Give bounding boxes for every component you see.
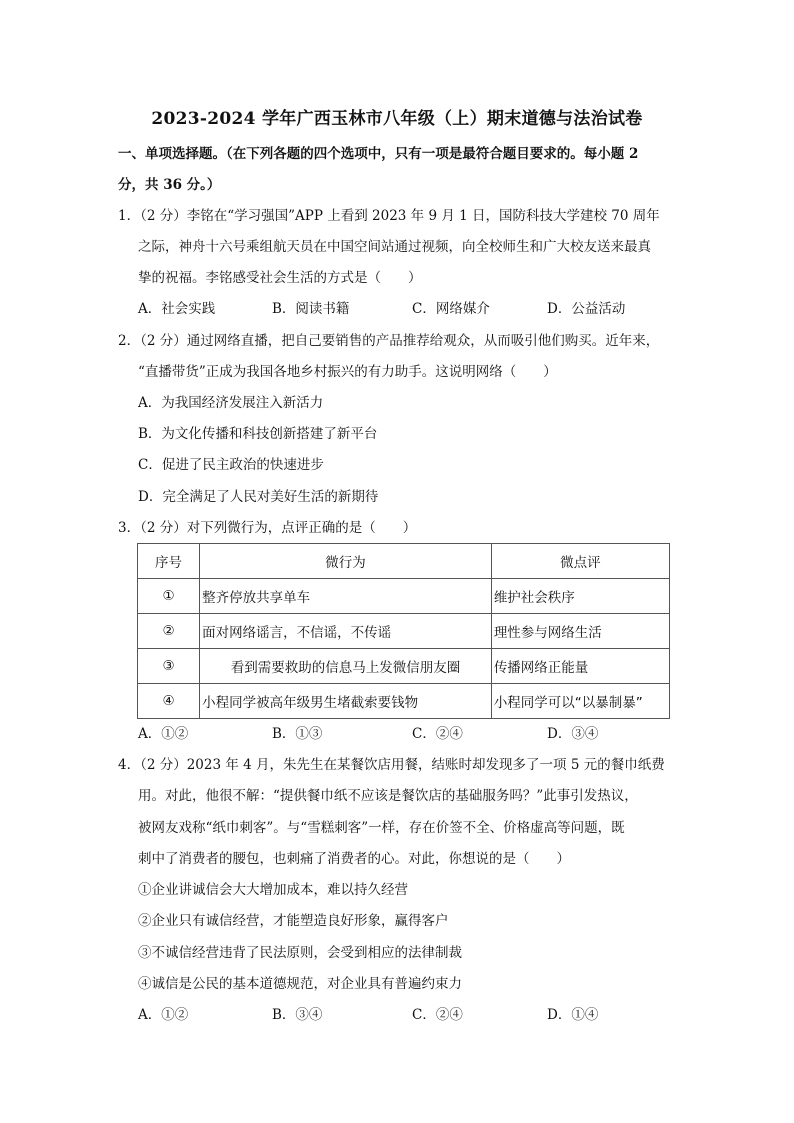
table-cell-comment: 理性参与网络生活: [491, 614, 669, 649]
q2-option-c[interactable]: C．促进了民主政治的快速进步: [138, 457, 324, 473]
table-cell-behavior: 整齐停放共享单车: [200, 579, 492, 614]
q2-option-a[interactable]: A．为我国经济发展注入新活力: [138, 395, 324, 411]
table-cell-behavior: 看到需要救助的信息马上发微信朋友圈: [200, 649, 492, 684]
table-row: [138, 649, 670, 684]
evaluation-table: [137, 543, 670, 719]
table-header-behavior: 微行为: [200, 544, 492, 579]
q4-option-d[interactable]: D．①④: [547, 1007, 599, 1023]
q2-option-b[interactable]: B．为文化传播和科技创新搭建了新平台: [138, 426, 378, 442]
q4-statement-1: ①企业讲诚信会大大增加成本，难以持久经营: [138, 882, 408, 898]
q3-line-1: 3．（2 分）对下列微行为，点评正确的是（ ）: [118, 520, 417, 536]
q4-line-2: 用。对此，他很不解：“提供餐巾纸不应该是餐饮店的基础服务吗？”此事引发热议，: [138, 788, 638, 804]
table-cell-behavior: 小程同学被高年级男生堵截索要钱物: [200, 684, 492, 719]
q3-option-a[interactable]: A．①②: [138, 726, 189, 742]
q2-option-d[interactable]: D．完全满足了人民对美好生活的新期待: [138, 489, 379, 505]
q3-option-d[interactable]: D．③④: [547, 726, 599, 742]
section-heading-line-2: 分，共 36 分。）: [118, 177, 221, 193]
q2-line-2: “直播带货”正成为我国各地乡村振兴的有力助手。这说明网络（ ）: [138, 364, 557, 380]
q4-option-c[interactable]: C．②④: [412, 1007, 463, 1023]
table-cell-number: ④: [138, 684, 200, 719]
q1-option-b[interactable]: B．阅读书籍: [272, 301, 350, 317]
q4-statement-3: ③不诚信经营违背了民法原则，会受到相应的法律制裁: [138, 945, 462, 961]
table-cell-behavior: 面对网络谣言，不信谣，不传谣: [200, 614, 492, 649]
table-header-number: 序号: [138, 544, 200, 579]
table-row: [138, 579, 670, 614]
q1-option-c[interactable]: C．网络媒介: [412, 301, 490, 317]
q4-statement-2: ②企业只有诚信经营，才能塑造良好形象，赢得客户: [138, 913, 449, 929]
q4-statement-4: ④诚信是公民的基本道德规范，对企业具有普遍约束力: [138, 976, 462, 992]
table-cell-comment: 小程同学可以“以暴制暴”: [491, 684, 669, 719]
table-header-row: [138, 544, 670, 579]
table-row: [138, 614, 670, 649]
q4-line-1: 4．（2 分）2023 年 4 月，朱先生在某餐饮店用餐，结账时却发现多了一项 5 元的餐巾纸费: [118, 757, 665, 773]
table-cell-number: ③: [138, 649, 200, 684]
exam-title: 2023-2024 学年广西玉林市八年级（上）期末道德与法治试卷: [151, 109, 643, 129]
q1-line-3: 挚的祝福。李铭感受社会生活的方式是（ ）: [138, 270, 422, 286]
q1-line-1: 1．（2 分）李铭在“学习强国”APP 上看到 2023 年 9 月 1 日，国防科技大学建校 70 周年: [118, 208, 660, 224]
q1-option-d[interactable]: D．公益活动: [547, 301, 626, 317]
q3-option-c[interactable]: C．②④: [412, 726, 463, 742]
table-header-comment: 微点评: [491, 544, 669, 579]
q4-line-3: 被网友戏称“纸巾刺客”。与“雪糕刺客”一样，存在价签不全、价格虚高等问题，既: [138, 820, 625, 836]
q4-option-a[interactable]: A．①②: [138, 1007, 189, 1023]
q4-option-b[interactable]: B．③④: [272, 1007, 323, 1023]
table-cell-comment: 维护社会秩序: [491, 579, 669, 614]
q1-option-a[interactable]: A．社会实践: [138, 301, 216, 317]
table-cell-comment: 传播网络正能量: [491, 649, 669, 684]
table-row: [138, 684, 670, 719]
q2-line-1: 2．（2 分）通过网络直播，把自己要销售的产品推荐给观众，从而吸引他们购买。近年来，: [118, 333, 660, 349]
section-heading-line-1: 一、单项选择题。（在下列各题的四个选项中，只有一项是最符合题目要求的。每小题 2: [118, 146, 639, 162]
table-cell-number: ①: [138, 579, 200, 614]
q1-line-2: 之际，神舟十六号乘组航天员在中国空间站通过视频，向全校师生和广大校友送来最真: [138, 239, 651, 255]
table-cell-number: ②: [138, 614, 200, 649]
q3-option-b[interactable]: B．①③: [272, 726, 323, 742]
q4-line-4: 刺中了消费者的腰包，也刺痛了消费者的心。对此，你想说的是（ ）: [138, 851, 570, 867]
